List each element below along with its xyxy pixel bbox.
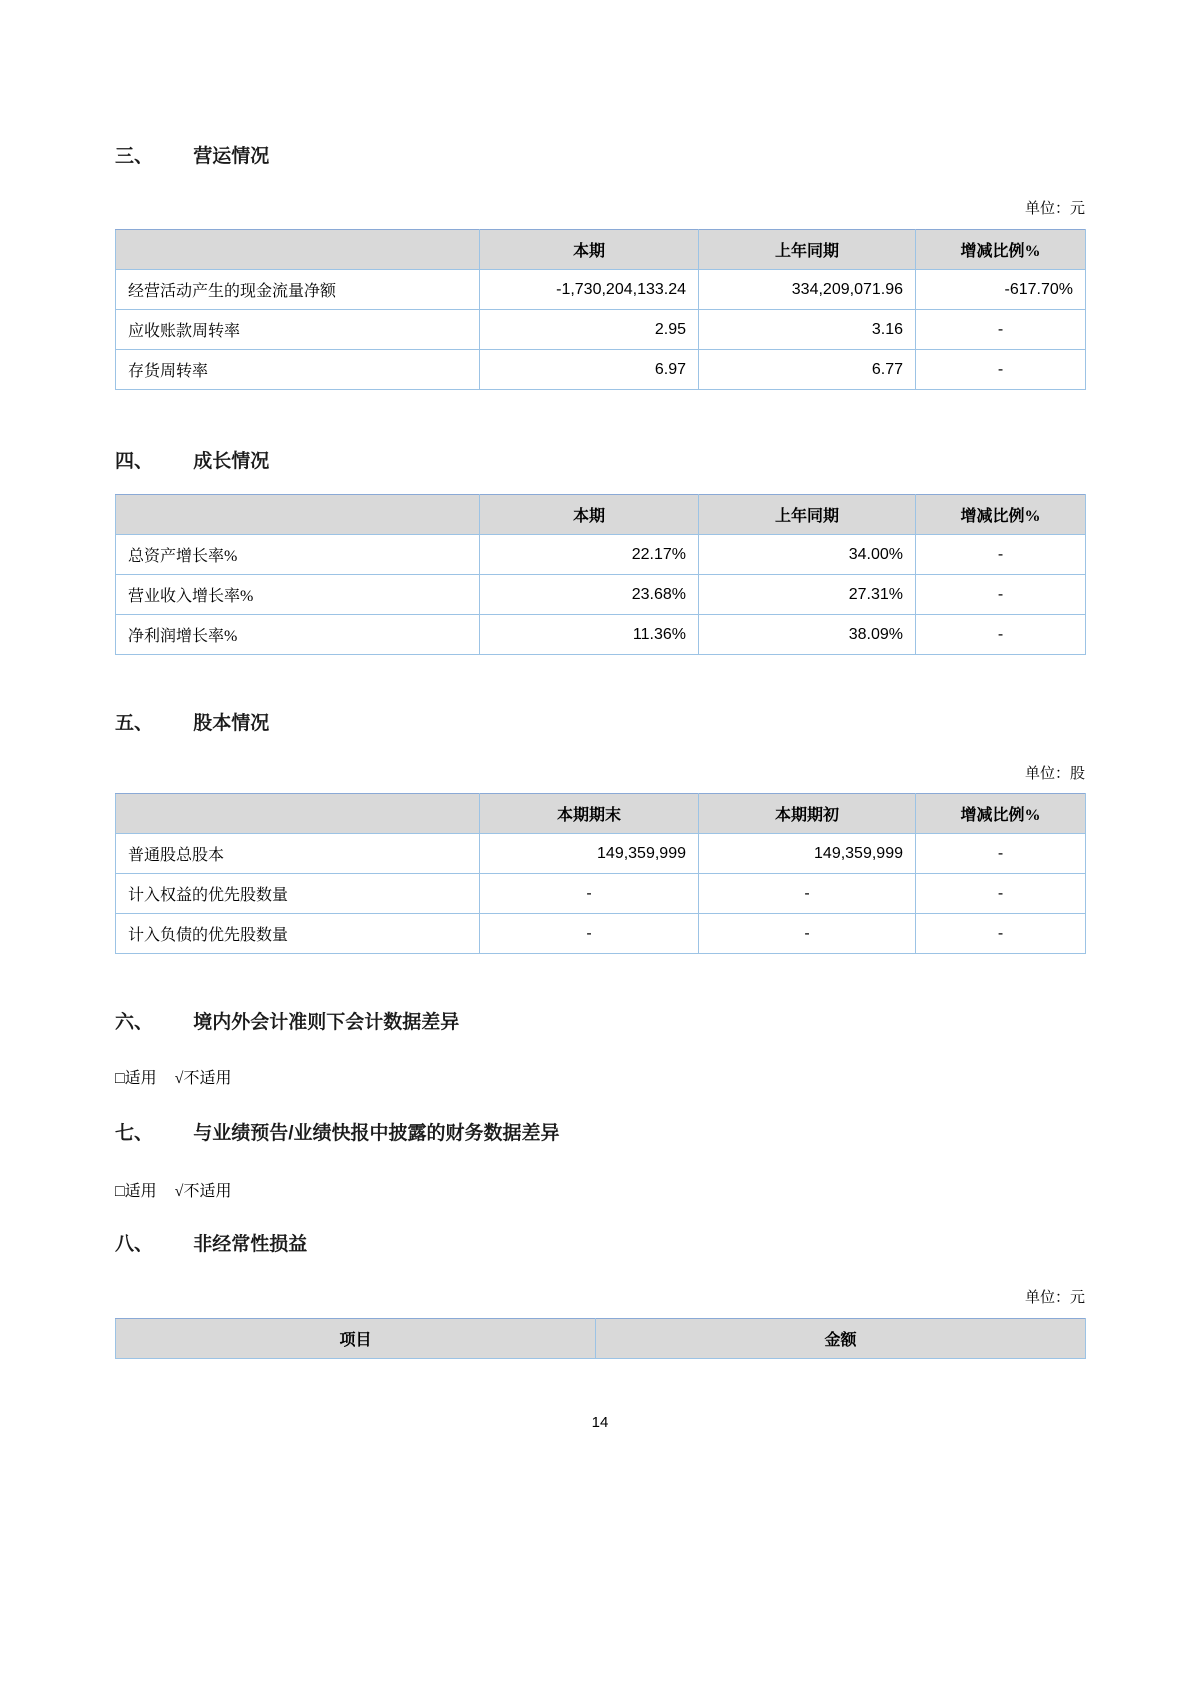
header-cell-change-ratio: 增减比例% bbox=[916, 230, 1086, 270]
row-label: 经营活动产生的现金流量净额 bbox=[116, 270, 480, 310]
unit-label-shares: 单位：股 bbox=[1024, 766, 1085, 782]
table-row bbox=[116, 914, 1086, 954]
section-growth-number: 四、 bbox=[115, 451, 154, 472]
page-number: 14 bbox=[591, 1414, 609, 1431]
applicability-line bbox=[115, 1181, 1085, 1203]
cell-value: - bbox=[480, 874, 699, 914]
header-cell-change-ratio: 增减比例% bbox=[916, 495, 1086, 535]
header-cell-current-period: 本期 bbox=[480, 495, 699, 535]
cell-value: 149,359,999 bbox=[480, 834, 699, 874]
row-label: 计入负债的优先股数量 bbox=[116, 914, 480, 954]
cell-value: -617.70% bbox=[916, 270, 1086, 310]
cell-value: - bbox=[916, 834, 1086, 874]
cell-value: 22.17% bbox=[480, 535, 699, 575]
cell-value: - bbox=[916, 350, 1086, 390]
header-cell-prior-period: 上年同期 bbox=[699, 495, 916, 535]
cell-value: - bbox=[916, 874, 1086, 914]
header-cell-period-end: 本期期末 bbox=[480, 794, 699, 834]
header-cell-amount: 金额 bbox=[596, 1319, 1086, 1359]
section-growth-heading bbox=[115, 450, 1085, 474]
section-forecast-diff-title: 与业绩预告/业绩快报中披露的财务数据差异 bbox=[193, 1123, 560, 1144]
checkbox-applicable: □适用 bbox=[115, 1070, 157, 1087]
header-cell-current-period: 本期 bbox=[480, 230, 699, 270]
cell-value: - bbox=[916, 615, 1086, 655]
cell-value: - bbox=[916, 535, 1086, 575]
cell-value: 27.31% bbox=[699, 575, 916, 615]
cell-value: -1,730,204,133.24 bbox=[480, 270, 699, 310]
section-accounting-diff-heading bbox=[115, 1011, 1085, 1035]
section-accounting-diff-title: 境内外会计准则下会计数据差异 bbox=[193, 1012, 460, 1033]
header-cell-change-ratio: 增减比例% bbox=[916, 794, 1086, 834]
table-row bbox=[116, 874, 1086, 914]
cell-value: 149,359,999 bbox=[699, 834, 916, 874]
cell-value: - bbox=[699, 874, 916, 914]
growth-table bbox=[115, 494, 1086, 655]
header-cell-item: 项目 bbox=[116, 1319, 596, 1359]
cell-value: 334,209,071.96 bbox=[699, 270, 916, 310]
table-header-row bbox=[116, 230, 1086, 270]
section-operating-title: 营运情况 bbox=[193, 146, 270, 167]
table-row bbox=[116, 834, 1086, 874]
section-forecast-diff-heading bbox=[115, 1122, 1085, 1146]
row-label: 营业收入增长率% bbox=[116, 575, 480, 615]
section-non-recurring-number: 八、 bbox=[115, 1234, 154, 1255]
section-share-capital-heading bbox=[115, 712, 1085, 736]
cell-value: 23.68% bbox=[480, 575, 699, 615]
header-cell-blank bbox=[116, 495, 480, 535]
cell-value: 38.09% bbox=[699, 615, 916, 655]
cell-value: 3.16 bbox=[699, 310, 916, 350]
table-header-row bbox=[116, 794, 1086, 834]
section-share-capital-number: 五、 bbox=[115, 713, 154, 734]
table-row bbox=[116, 350, 1086, 390]
header-cell-prior-period: 上年同期 bbox=[699, 230, 916, 270]
table-header-row bbox=[116, 1319, 1086, 1359]
cell-value: 6.77 bbox=[699, 350, 916, 390]
cell-value: - bbox=[916, 575, 1086, 615]
section-accounting-diff-number: 六、 bbox=[115, 1012, 154, 1033]
table-row bbox=[116, 535, 1086, 575]
section-operating-number: 三、 bbox=[115, 146, 154, 167]
row-label: 计入权益的优先股数量 bbox=[116, 874, 480, 914]
section-non-recurring-heading bbox=[115, 1233, 1085, 1257]
share-capital-table bbox=[115, 793, 1086, 954]
section-operating-heading bbox=[115, 145, 1085, 169]
operating-table bbox=[115, 229, 1086, 390]
section-growth-title: 成长情况 bbox=[193, 451, 270, 472]
header-cell-blank bbox=[116, 230, 480, 270]
cell-value: - bbox=[916, 310, 1086, 350]
cell-value: - bbox=[699, 914, 916, 954]
checkbox-applicable: □适用 bbox=[115, 1183, 157, 1200]
header-cell-period-begin: 本期期初 bbox=[699, 794, 916, 834]
section-non-recurring-title: 非经常性损益 bbox=[193, 1234, 308, 1255]
table-header-row bbox=[116, 495, 1086, 535]
cell-value: 34.00% bbox=[699, 535, 916, 575]
row-label: 总资产增长率% bbox=[116, 535, 480, 575]
unit-label-yuan: 单位：元 bbox=[1024, 201, 1085, 217]
table-row bbox=[116, 270, 1086, 310]
cell-value: 11.36% bbox=[480, 615, 699, 655]
cell-value: 2.95 bbox=[480, 310, 699, 350]
row-label: 存货周转率 bbox=[116, 350, 480, 390]
row-label: 净利润增长率% bbox=[116, 615, 480, 655]
row-label: 普通股总股本 bbox=[116, 834, 480, 874]
row-label: 应收账款周转率 bbox=[116, 310, 480, 350]
section-share-capital-title: 股本情况 bbox=[193, 713, 270, 734]
unit-label-yuan: 单位：元 bbox=[1024, 1290, 1085, 1306]
cell-value: 6.97 bbox=[480, 350, 699, 390]
checkmark-not-applicable: √不适用 bbox=[174, 1070, 232, 1087]
table-row bbox=[116, 615, 1086, 655]
table-row bbox=[116, 310, 1086, 350]
applicability-line bbox=[115, 1068, 1085, 1090]
checkmark-not-applicable: √不适用 bbox=[174, 1183, 232, 1200]
non-recurring-table bbox=[115, 1318, 1086, 1359]
cell-value: - bbox=[480, 914, 699, 954]
section-forecast-diff-number: 七、 bbox=[115, 1123, 154, 1144]
table-row bbox=[116, 575, 1086, 615]
cell-value: - bbox=[916, 914, 1086, 954]
header-cell-blank bbox=[116, 794, 480, 834]
